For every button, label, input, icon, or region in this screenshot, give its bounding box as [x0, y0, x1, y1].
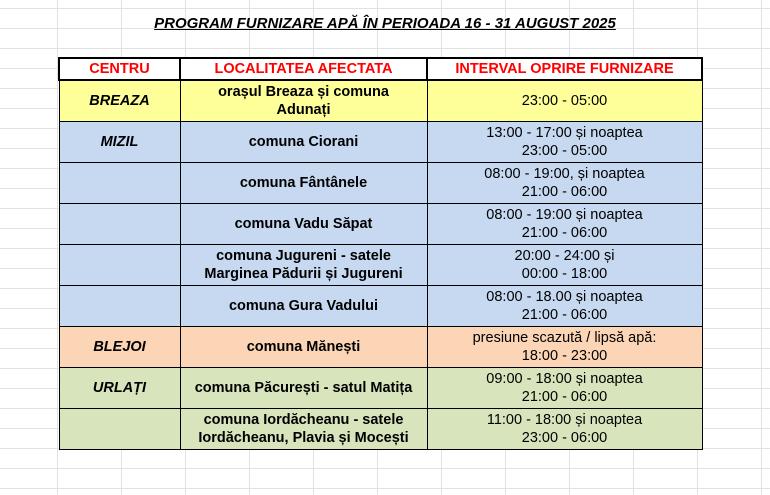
table-row: [59, 80, 702, 122]
interval-line: 18:00 - 23:00: [521, 348, 608, 364]
localitatea-line: comuna Păcurești - satul Matița: [194, 380, 413, 396]
interval-line: 23:00 - 06:00: [521, 430, 608, 446]
localitatea-line: orașul Breaza și comuna: [218, 84, 389, 100]
centru-cell: [59, 204, 180, 245]
table-row: [59, 122, 702, 163]
interval-line: 11:00 - 18:00 și noaptea: [486, 412, 643, 428]
localitatea-line: Marginea Pădurii și Jugureni: [204, 266, 403, 282]
centru-cell: [59, 245, 180, 286]
localitatea-cell: [180, 286, 427, 327]
interval-line: 23:00 - 05:00: [521, 93, 608, 109]
centru-cell: [59, 409, 180, 450]
interval-cell: [427, 409, 702, 450]
table-row: [59, 163, 702, 204]
table-row: [59, 286, 702, 327]
interval-line: 20:00 - 24:00 și: [514, 248, 615, 264]
interval-line: 00:00 - 18:00: [521, 266, 608, 282]
localitatea-line: comuna Vadu Săpat: [234, 216, 373, 232]
interval-cell: [427, 368, 702, 409]
interval-cell: [427, 163, 702, 204]
localitatea-line: comuna Ciorani: [248, 134, 359, 150]
table-row: [59, 368, 702, 409]
interval-line: 21:00 - 06:00: [521, 184, 608, 200]
interval-line: 08:00 - 19:00 și noaptea: [486, 207, 643, 223]
localitatea-line: Iordăcheanu, Plavia și Mocești: [198, 430, 409, 446]
centru-cell: MIZIL: [59, 122, 180, 163]
interval-cell: [427, 122, 702, 163]
localitatea-cell: [180, 245, 427, 286]
localitatea-cell: [180, 327, 427, 368]
interval-line: 13:00 - 17:00 și noaptea: [486, 125, 643, 141]
interval-line: 21:00 - 06:00: [521, 389, 608, 405]
localitatea-line: comuna Iordăcheanu - satele: [203, 412, 404, 428]
interval-cell: [427, 245, 702, 286]
centru-cell: BLEJOI: [59, 327, 180, 368]
localitatea-cell: [180, 204, 427, 245]
interval-cell: [427, 204, 702, 245]
table-row: [59, 245, 702, 286]
interval-line: 09:00 - 18:00 și noaptea: [486, 371, 643, 387]
localitatea-line: Adunați: [276, 102, 331, 118]
centru-cell: URLAȚI: [59, 368, 180, 409]
schedule-table: [58, 57, 703, 450]
localitatea-cell: [180, 122, 427, 163]
interval-cell: [427, 80, 702, 122]
interval-line: 08:00 - 18.00 și noaptea: [486, 289, 643, 305]
localitatea-cell: [180, 163, 427, 204]
interval-line: presiune scazută / lipsă apă:: [472, 330, 657, 346]
localitatea-line: comuna Fântânele: [239, 175, 368, 191]
table-row: [59, 327, 702, 368]
interval-cell: [427, 327, 702, 368]
localitatea-line: comuna Jugureni - satele: [216, 248, 391, 264]
page-title: PROGRAM FURNIZARE APĂ ÎN PERIOADA 16 - 31 AUGUST 2025: [154, 15, 616, 32]
centru-cell: BREAZA: [59, 80, 180, 122]
interval-cell: [427, 286, 702, 327]
centru-cell: [59, 163, 180, 204]
localitatea-line: comuna Mănești: [246, 339, 361, 355]
interval-line: 21:00 - 06:00: [521, 225, 608, 241]
interval-line: 21:00 - 06:00: [521, 307, 608, 323]
table-row: [59, 409, 702, 450]
localitatea-cell: [180, 368, 427, 409]
table-row: [59, 204, 702, 245]
header-interval: INTERVAL OPRIRE FURNIZARE: [427, 58, 702, 80]
header-centru: CENTRU: [59, 58, 180, 80]
interval-line: 08:00 - 19:00, și noaptea: [484, 166, 645, 182]
header-row: [59, 58, 702, 80]
interval-line: 23:00 - 05:00: [521, 143, 608, 159]
centru-cell: [59, 286, 180, 327]
header-localitatea: LOCALITATEA AFECTATA: [180, 58, 427, 80]
localitatea-cell: [180, 409, 427, 450]
localitatea-line: comuna Gura Vadului: [228, 298, 379, 314]
localitatea-cell: [180, 80, 427, 122]
